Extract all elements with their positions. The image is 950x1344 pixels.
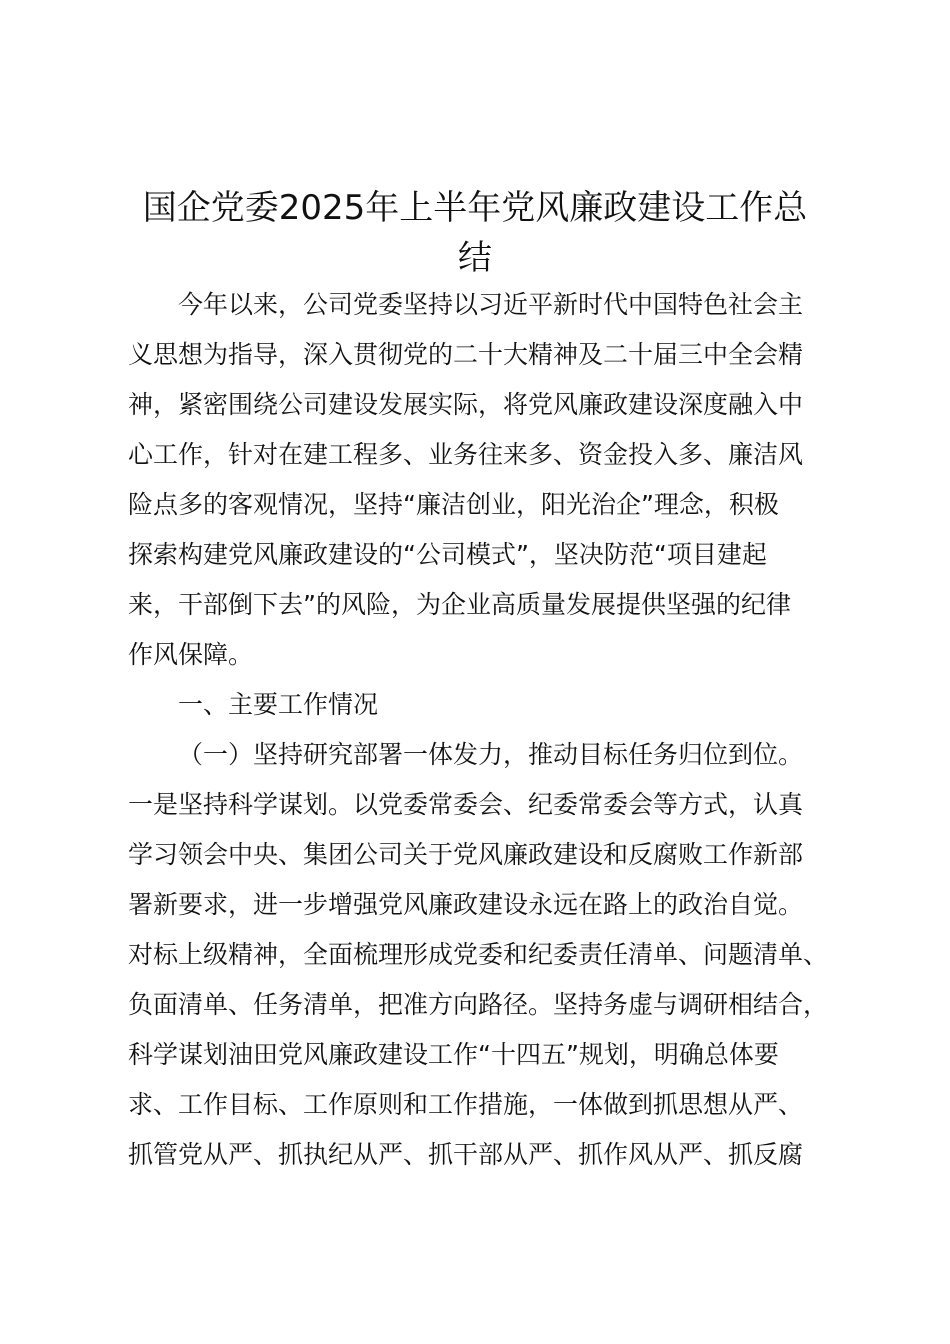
body-line-15: 负面清单、任务清单，把准方向路径。坚持务虚与调研相结合， — [128, 990, 829, 1019]
body-line-12: 学习领会中央、集团公司关于党风廉政建设和反腐败工作新部 — [128, 840, 804, 869]
body-line-14: 对标上级精神，全面梳理形成党委和纪委责任清单、问题清单、 — [128, 940, 829, 969]
body-line-11: 一是坚持科学谋划。以党委常委会、纪委常委会等方式，认真 — [128, 790, 804, 819]
body-line-17: 求、工作目标、工作原则和工作措施，一体做到抓思想从严、 — [128, 1090, 804, 1119]
document-title-line-1: 国企党委2025年上半年党风廉政建设工作总 — [142, 188, 808, 228]
subsection-heading-1: （一）坚持研究部署一体发力，推动目标任务归位到位。 — [178, 740, 804, 769]
body-line-7: 来，干部倒下去”的风险，为企业高质量发展提供坚强的纪律 — [128, 590, 791, 619]
body-line-16: 科学谋划油田党风廉政建设工作“十四五”规划，明确总体要 — [128, 1040, 779, 1069]
body-line-4: 心工作，针对在建工程多、业务往来多、资金投入多、廉洁风 — [128, 440, 804, 469]
body-line-18: 抓管党从严、抓执纪从严、抓干部从严、抓作风从严、抓反腐 — [128, 1140, 804, 1169]
document-title-line-2: 结 — [458, 238, 492, 278]
body-line-6: 探索构建党风廉政建设的“公司模式”，坚决防范“项目建起 — [128, 540, 767, 569]
body-line-1: 今年以来，公司党委坚持以习近平新时代中国特色社会主 — [178, 290, 804, 319]
body-line-3: 神，紧密围绕公司建设发展实际，将党风廉政建设深度融入中 — [128, 390, 804, 419]
body-line-5: 险点多的客观情况，坚持“廉洁创业，阳光治企”理念，积极 — [128, 490, 779, 519]
body-line-8: 作风保障。 — [128, 640, 254, 669]
body-line-13: 署新要求，进一步增强党风廉政建设永远在路上的政治自觉。 — [128, 890, 804, 919]
section-heading-1: 一、主要工作情况 — [178, 690, 379, 719]
body-line-2: 义思想为指导，深入贯彻党的二十大精神及二十届三中全会精 — [128, 340, 804, 369]
